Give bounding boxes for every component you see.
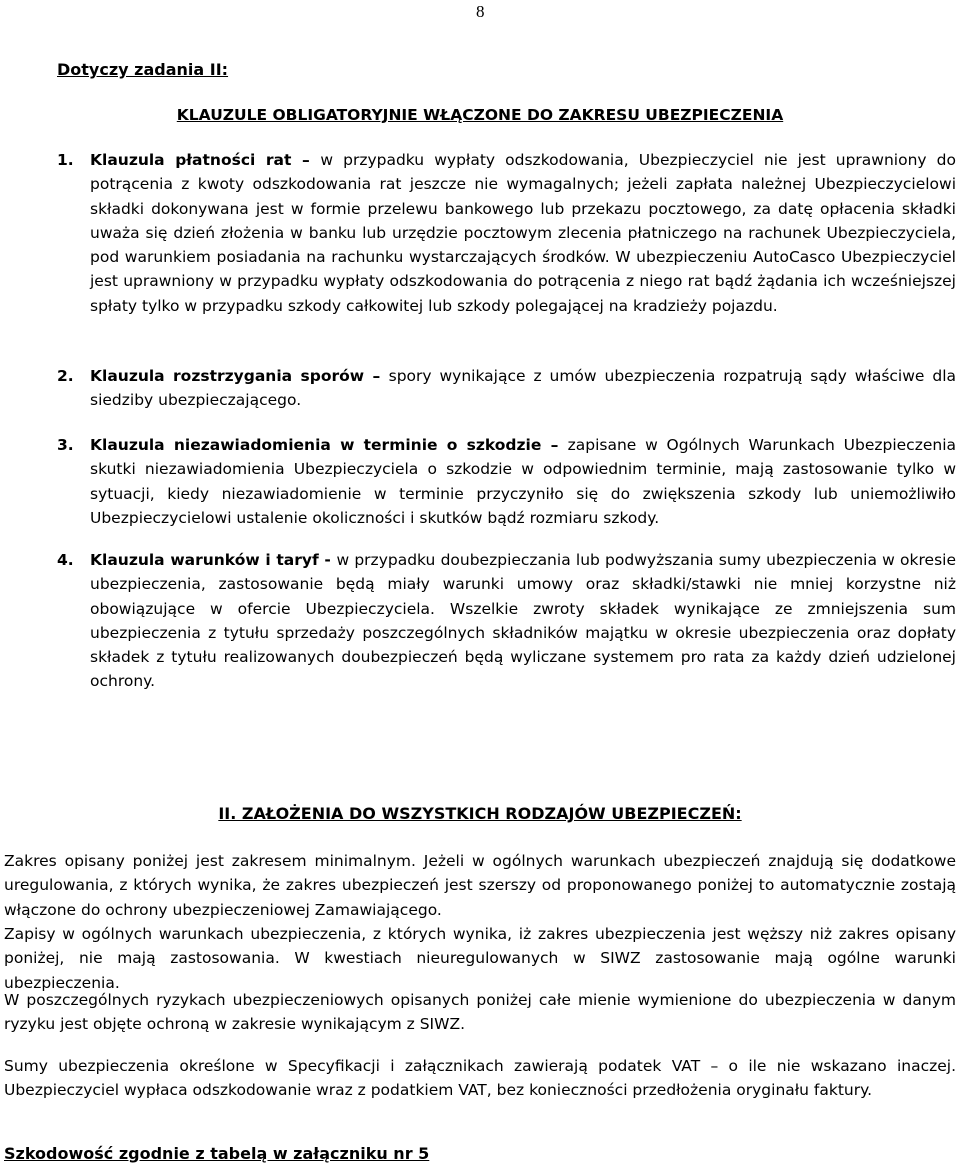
clause-title: Klauzula płatności rat xyxy=(90,151,292,169)
clause-text: w przypadku wypłaty odszkodowania, Ubezpieczyciel nie jest uprawniony do potrącenia z kwoty odszkodowania rat jeszcze nie wymagalnych; jeżeli zapłata należnej Ubezpieczycielowi składki dokonywana jest w formie przelewu bankowego lub przekazu pocztowego, za datę opłacenia składki uważa się dzień złożenia w banku lub urzędzie pocztowym zlecenia płatniczego na rachunek Ubezpieczyciela, pod warunkiem posiadania na rachunku wystarczających środków. W ubezpieczeniu AutoCasco Ubezpieczyciel jest uprawniony w przypadku wypłaty odszkodowania do potrącenia z niego rat bądź żądania ich wcześniejszej spłaty tylko w przypadku szkody całkowitej lub szkody polegającej na kradzieży pojazdu. xyxy=(90,151,956,315)
clause-text: spory wynikające z umów ubezpieczenia rozpatrują sądy właściwe dla siedziby ubezpieczającego. xyxy=(90,367,956,410)
clause-dash: – xyxy=(291,151,321,169)
clause-3 xyxy=(57,433,956,530)
clause-number: 1. xyxy=(57,151,74,169)
clause-text: zapisane w Ogólnych Warunkach Ubezpieczenia skutki niezawiadomienia Ubezpieczyciela o szkodzie w odpowiednim terminie, mają zastosowanie tylko w sytuacji, kiedy niezawiadomienie w terminie przyczyniło się do zwiększenia szkody lub uniemożliwiło Ubezpieczycielowi ustalenie okoliczności i skutków bądź rozmiaru szkody. xyxy=(90,436,956,527)
clauses-title: KLAUZULE OBLIGATORYJNIE WŁĄCZONE DO ZAKRESU UBEZPIECZENIA xyxy=(176,106,784,124)
clause-title: Klauzula rozstrzygania sporów xyxy=(90,367,365,385)
section-2-title: II. ZAŁOŻENIA DO WSZYSTKICH RODZAJÓW UBEZPIECZEŃ: xyxy=(218,804,742,823)
clause-title: Klauzula niezawiadomienia w terminie o szkodzie xyxy=(90,436,542,454)
clause-2 xyxy=(57,364,956,413)
section-2-paragraph: Zakres opisany poniżej jest zakresem minimalnym. Jeżeli w ogólnych warunkach ubezpieczeń znajdują się dodatkowe uregulowania, z których wynika, że zakres ubezpieczeń jest szerszy od proponowanego poniżej to automatycznie zostają włączone do ochrony ubezpieczeniowej Zamawiającego. xyxy=(4,852,956,919)
clause-text: w przypadku doubezpieczania lub podwyższania sumy ubezpieczenia w okresie ubezpieczenia, zastosowanie będą miały warunki umowy oraz składki/stawki nie mniej korzystne niż obowiązujące w ofercie Ubezpieczyciela. Wszelkie zwroty składek wynikające ze zmniejszenia sum ubezpieczenia z tytułu sprzedaży poszczególnych składników majątku w okresie ubezpieczenia oraz dopłaty składek z tytułu realizowanych doubezpieczeń będą wyliczane systemem pro rata za każdy dzień udzielonej ochrony. xyxy=(90,551,956,691)
clause-dash: – xyxy=(541,436,568,454)
page-number: 8 xyxy=(476,2,485,21)
section-2-paragraph: Zapisy w ogólnych warunkach ubezpieczenia, z których wynika, iż zakres ubezpieczenia jest węższy niż zakres opisany poniżej, nie mają zastosowania. W kwestiach nieuregulowanych w SIWZ zastosowanie mają ogólne warunki ubezpieczenia. xyxy=(4,925,956,992)
footer-heading: Szkodowość zgodnie z tabelą w załączniku nr 5 xyxy=(4,1144,430,1163)
clause-title: Klauzula warunków i taryf - xyxy=(90,551,331,569)
clause-number: 3. xyxy=(57,436,74,454)
section-2-paragraph: Sumy ubezpieczenia określone w Specyfikacji i załącznikach zawierają podatek VAT – o ile nie wskazano inaczej. Ubezpieczyciel wypłaca odszkodowanie wraz z podatkiem VAT, bez konieczności przedłożenia oryginału faktury. xyxy=(4,1057,956,1100)
clause-4 xyxy=(57,548,956,694)
clause-number: 2. xyxy=(57,367,74,385)
clause-1 xyxy=(57,148,956,318)
clause-dash: – xyxy=(364,367,389,385)
section-heading: Dotyczy zadania II: xyxy=(57,60,229,79)
clause-number: 4. xyxy=(57,551,74,569)
section-2-paragraph: W poszczególnych ryzykach ubezpieczeniowych opisanych poniżej całe mienie wymienione do ubezpieczenia w danym ryzyku jest objęte ochroną w zakresie wynikającym z SIWZ. xyxy=(4,991,956,1034)
